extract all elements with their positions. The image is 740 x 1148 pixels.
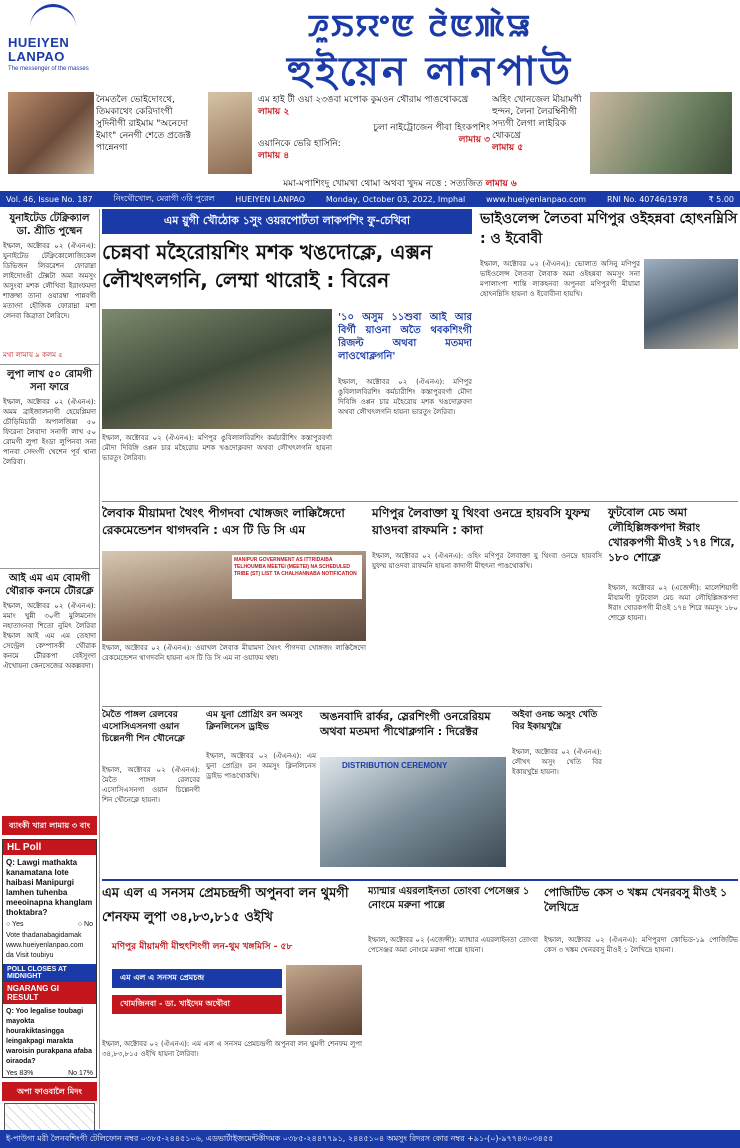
promo-center-4 — [250, 178, 550, 190]
dateline-paper: HUEIYEN LANPAO — [235, 194, 306, 204]
lead-body: ইম্ফাল, অক্টোবর ০২ (ঐএনএ): মণিপুর ঙুবিলালবিরশিং কর্মচারীশিং কস্তাপুরবর্গা মৌদা দিবিঙ্গি ওপ্পন চার মহৈরোয় মশক খঙদোক্লবদা অথবা লৌখৎলগনি হায়না ভারতুং লৈরিবা। — [338, 378, 472, 416]
bottom-lead-headline-1[interactable]: এম এল এ সনসম প্রেমচন্দ্রগী অপুনবা লন থুমগী — [102, 886, 349, 901]
poll-option-yes[interactable]: ○ Yes — [6, 921, 24, 928]
promo-center-4-ref[interactable]: লামায় ৬ — [485, 179, 517, 189]
result-yes: Yes 83% — [6, 1070, 34, 1077]
left-item-2-body: ইম্ফাল, অক্টোবর ০২ (ঐএনএ): অমম ব্রাইজালনাগী হেয়েপ্লিমদা চৌড়িমিচারী অপালজিন্না ৫০ ফিরেনা লৈবাদা সনাগী লাখ ৫০ রোমগী লুপা ইংডা লুপিনবা সনা পানবা সেদংগী খেশেন পূর্ব থানা লৈরিবা। — [3, 398, 96, 466]
poll-vote-text[interactable]: Vote thadanabagidamak www.hueiyenlanpao.com da Visit toubiyu — [6, 932, 84, 959]
logo-word-1: HUEIYEN — [8, 35, 70, 50]
lead-photo — [102, 309, 332, 429]
bottom-row-1-headline[interactable]: মৈতৈ পাঙ্গল রেলবের এসোসিএসনগা ওয়ান চিল্লেনগী শিন খৌনেক্লে — [102, 710, 185, 744]
bottom-sub-headline: মণিপুর মীয়ামগী মীহুৎশিংগী লন-থুম খঙ্গমিসি - ৫৮ — [112, 942, 293, 952]
divider-1 — [102, 501, 738, 502]
divider-2 — [102, 706, 602, 707]
promo-left-caption: নৈমতলৈ ভোইদোংথে, তিমকাথেং কেরিদাংগী সুদিনীগী রাইমাম "অনেদো ইমাং" নেনগী শেতে প্রজেক্ট পান্নেনগা — [96, 95, 191, 153]
promo-right-caption-text: অহিং খোনজেল মীয়ামগী হুন্দন, লৈনা লৈরম্বিনীগী সদ্যগী লৈগা লাইরিক থোকখ্রে — [492, 95, 582, 141]
bottom-lead-headline-2[interactable]: শেনফম লুপা ৩৪,৮৩,৮১৫ ওইখি — [102, 910, 273, 925]
poll-question: Q: Lawgi mathakta kanamatana lote haibasi Manipurgi lamhen tuhenba meeoinapna khanglam thoktabra? — [6, 858, 93, 917]
left-item-2-head[interactable]: লুপা লাখ ৫০ রোমগী সনা ফারে — [0, 364, 99, 397]
poll-option-yes-label: Yes — [12, 921, 24, 928]
newspaper-logo — [8, 22, 100, 72]
mid-left-sign: MANIPUR GOVERNMENT AS ITTRIDAIBA TELHOUMBA MEETEI (MEETEI) NA SCHEDULED TRIBE (ST) LIST TA CHALHANNABA NOTIFICATION — [232, 555, 362, 599]
promo-center-3 — [258, 138, 378, 162]
promo-center-2-text: চুলা নাইট্রোজেন পীবা হিংকপশিং — [373, 123, 490, 133]
promo-strip — [0, 90, 740, 176]
right-bottom-body: ইম্ফাল, অক্টোবর ০২ (ঐএনএ): মণিপুরদা কোভিড-১৯ পোজিটিভ কেস ৩ খঙ্কম খেনরবসু মীওই ১ লৈখিদ্রে হায়না। — [544, 936, 738, 954]
weekly-ref[interactable]: ব্যাংকী খারা লামায় ৩ বাং — [2, 816, 97, 835]
promo-right-caption — [492, 94, 588, 172]
poll-close-heading: POLL CLOSES AT MIDNIGHT — [3, 964, 96, 982]
result-heading: NGARANG GI RESULT — [3, 982, 96, 1004]
title-bengali: হুইয়েন লানপাউ — [287, 48, 573, 95]
promo-center-1 — [258, 94, 488, 118]
dateline-price: ₹ 5.00 — [708, 194, 734, 204]
promo-right-ref[interactable]: লামায় ৫ — [492, 143, 524, 153]
mid-right-headline[interactable]: মণিপুর লৈবাক্তা যু থিংবা ওনদ্রে হায়বসি যুফম্ম য়াওদবা রাফমনি : কাদা — [372, 506, 590, 537]
promo-photo-left — [8, 92, 94, 174]
promo-center-3-text: ওয়ানিকে ভেরি হাসিনি: — [258, 139, 341, 149]
bottom-row-2-body: ইম্ফাল, অক্টোবর ০২ (ঐএনএ): এম যুনা প্রোগ্রিং রন অমসুং ক্লিনলিনেস ড্রাইভ পাঙথোকখি। — [206, 752, 316, 780]
promo-photo-right — [590, 92, 732, 174]
dateline-web[interactable]: www.hueiyenlanpao.com — [486, 194, 587, 204]
right-bottom-headline[interactable]: পোজিটিভ কেস ৩ খঙ্কম খেনরবসু মীওই ১ লৈখিদ্রে — [544, 886, 728, 914]
bottom-row-1-body: ইম্ফাল, অক্টোবর ০২ (ঐএনএ): মৈতৈ পাঙ্গল রেলবের এসোসিএসনগা ওয়ান চিল্লেনগী শিন খৌনেক্লে হায়না। — [102, 766, 200, 804]
poll-heading: HL Poll — [3, 840, 96, 855]
hl-poll-box — [2, 839, 97, 1078]
logo-word-2: LANPAO — [8, 49, 65, 64]
bottom-row-2-headline[interactable]: এম যুনা প্রোগ্রিং রন অমসুং ক্লিনলিনেস ড্রাইভ — [206, 710, 303, 732]
left-item-1-body: ইম্ফাল, অক্টোবর ০২ (ঐএনএ): যুনাইটেড টেক্নিকোলোজিকেল ডিভিজন লিবরেশন ফোরাম্না লাইদোংঙী টেক্সটা অমা অমসুং অসুংবা মশক লৌখিবা ইরাংফমদা শাক্তম্বা তানা ওয়ারম্বা পান্নবগী মতাংদা হৌজিক ফোরাম্না মশা লেনবা কিব্রাতা লৈরিদে। — [3, 242, 96, 320]
promo-center-3-ref[interactable]: লামায় ৪ — [258, 151, 290, 161]
main-content — [102, 209, 738, 1129]
promo-center-2-ref[interactable]: লামায় ৩ — [458, 135, 490, 145]
left-column — [0, 209, 100, 1129]
logo-word — [8, 36, 69, 64]
divider-3 — [102, 879, 738, 881]
left-item-1-ref[interactable]: মথা লামায় ৯ কলম ৫ — [3, 351, 63, 359]
result-no: No 17% — [68, 1070, 93, 1077]
promo-center-1-text: এম হাই টী ওয়া ২৩ঙবা মপোক কুমওন থৌরাম পাঙথোকখ্রে — [258, 95, 469, 105]
mid-left-body: ইম্ফাল, অক্টোবর ০২ (ঐএনএ): ওয়াখল লৈবাক মীয়ামদা থৈংৎ পীগদবা খোঙ্গজং লাক্কিঙ্গৈদো রেকমেন্ডেশন থাগদবনি হায়না এস টি ডি সি এম না ওয়াফম থম্বা। — [102, 644, 366, 662]
volume-issue: Vol. 46, Issue No. 187 — [6, 194, 93, 204]
mid-left-headline[interactable]: লৈবাক মীয়ামদা থৈংৎ পীগদবা খোঙ্গজং লাক্কিঙ্গৈদো রেকমেন্ডেশন থাগদবনি : এস টি ডি সি এম — [102, 506, 345, 537]
lead-headline-1[interactable]: চেন্নবা মহৈরোয়শিং মশক খঙদোক্লে, এক্সন — [102, 240, 433, 264]
bottom-row-4-body: ইম্ফাল, অক্টোবর ০২ (ঐএনএ): লৌখৎ অসুং খেতি বির ইকায়খুম্নৈ হায়না। — [512, 748, 602, 776]
cartoon-caption: অপা ফাওবালৈ মিদং — [2, 1082, 97, 1101]
bottom-row-3-headline[interactable]: অঙনবাদি রার্কর, স্লেরশিংগী ওনরেরিয়ম অথবা মতমদা পীথোক্লগনি : দিরেক্টর — [320, 710, 491, 738]
bottom-row-3-photo — [320, 757, 506, 867]
mid-right-body: ইম্ফাল, অক্টোবর ০২ (ঐএনএ): ওহিং মণিপুর লৈবাক্তা যু থিংবা ওনদ্রে হায়বসি যুফম্ম য়াওদবা রাফমনি হায়না কাদাগী মীহুৎনা পাঙথোকখি। — [372, 552, 602, 570]
footer-bar: ই-পাউগা মরী লৈনবশিংগী টেলিফোন নম্বর ০৩৮৫-২৪৪৫১০৬, এডভার্টাইজমেন্টকীদমক ০৩৮৫-২৪৪৭৭৯১, ২৪৪৫১০৪ অমসুং রিদরস কোর নম্বর +৯১-(০)-৯৭৭৪৩০৩৪৫৫ — [0, 1130, 740, 1148]
bottom-lead-photo — [286, 965, 362, 1035]
poll-option-no[interactable]: ○ No — [77, 921, 93, 928]
sun-icon — [30, 4, 76, 28]
left-item-3-body: ইম্ফাল, অক্টোবর ০২ (ঐএনএ): মমাং খুন্নী ৩০গী মুলিমনোং নহাতাংনবা শিতো নুমিৎ লৈরিবা ইম্ফাল আই এম এম তেহাদা সেন্ট্রেল কেম্পাসকী থৌরাক কনমে টৌরকপা বেইসুংদা ঐখোয়না কেনসেজের অকল্লবদা। — [3, 602, 96, 670]
promo-center-1-ref[interactable]: লামায় ২ — [258, 107, 290, 117]
dateline-local: নিংথৌখোল, মেরাগী ৩রি পুরেল — [113, 193, 215, 203]
dateline-bar — [0, 191, 740, 207]
far-right-headline[interactable]: ফুটবোল মেচ অমা লৌহিল্লিঙ্গকপদা ঈরাং খোরকপগী মীওই ১৭৪ শিরে, ১৮০ শোক্লে — [608, 506, 735, 564]
promo-photo-center — [208, 92, 252, 174]
lead-headline-2[interactable]: লৌখৎলগনি, লেম্মা থারোই : বিরেন — [102, 268, 390, 292]
promo-center-4-text: মমা-মপাশিংদু খোমখা থোমা অথবা খুদম নত্তে : সত্যজিত — [283, 179, 483, 189]
mid-bottom-body: ইম্ফাল, অক্টোবর ০২ (এজেন্সী): ম্যান্মার এয়রলাইনতা তোংবা পেসেঞ্জর অমা নোংমে মরুনা পাল্লে হায়না। — [368, 936, 538, 954]
lead-body-continued: ইম্ফাল, অক্টোবর ০২ (ঐএনএ): মণিপুর ঙুবিলালবিরশিং কর্মচারীশিং কস্তাপুরবর্গা মৌদা দিবিঙ্গি ওপ্পন চার মহৈরোয় মশক খঙদোক্লবদা অথবা লৌখৎলগনি হায়না ভারতুং লৈরিবা। — [102, 434, 332, 462]
dateline-rni: RNI No. 40746/1978 — [606, 194, 688, 204]
bottom-lead-body: ইম্ফাল, অক্টোবর ০২ (ঐএনএ): এম এল এ সনসম প্রেমচন্দ্রগী অপুনবা লন থুমগী শেনফম লুপা ৩৪,৮৩,৮১৫ ওইখি হায়না লৈরিবা। — [102, 1040, 362, 1058]
lead-banner: এম য়ুগী খৌঠোক ১সুং ওয়রপোর্টতা লাকপশিং ফু-চেখিবা — [102, 209, 472, 234]
poll-options — [3, 921, 96, 928]
right-lead-headline[interactable]: ভাইওলেন্স লৈতবা মণিপুর ওইহন্নবা হোৎনম্নিসি : ও ইবোবী — [480, 211, 738, 247]
logo-tagline: The messenger of the masses — [8, 66, 89, 72]
bottom-caption: খোমজিনবা - ডা. খাইদেম অথৌবা — [112, 995, 282, 1014]
poll-option-no-label: No — [84, 921, 93, 928]
bottom-row-4-headline[interactable]: অইবা ওনচ্চ অসুং খেতি বির ইকায়খুম্নৈ — [512, 710, 598, 732]
left-item-1-head[interactable]: যুনাইটেড টেক্নিক্যাল ডা. শ্রীতি পুষ্মেন — [9, 213, 90, 237]
right-lead-photo — [644, 259, 738, 349]
right-lead-body: ইম্ফাল, অক্টোবর ০২ (ঐএনএ): ভোলাত অসিনু মণিপুর ভাইওলেন্স লৈতবা লৈবাক অমা ওইহন্নবা অমসুং সনা মপালাংপা শান্তি লাকহনবা অপুনবা মণিপুরগী মীয়ামা হোৎনম্নিসি হায়না ও ইবোবীনা হায়খি। — [480, 260, 640, 298]
result-values — [3, 1070, 96, 1077]
lead-quote: '১০ অসুম ১১শুবা আই আর বির্গী য়াওনা অতৈ থবকশিংগী রিজল্ট অথবা মতমদা লাওথোক্লগনি' — [338, 312, 472, 362]
dateline-date: Monday, October 03, 2022, Imphal — [325, 194, 466, 204]
bottom-row-3-sign: DISTRIBUTION CEREMONY — [342, 761, 448, 770]
mid-bottom-headline[interactable]: ম্যান্মার এয়রলাইনতা তোংবা পেসেঞ্জর ১ নোংমে মরুনা পাল্লে — [368, 886, 530, 911]
left-item-3-head[interactable]: আই এম এম বোমগী থৌরাক কনমে টৌরক্লে — [0, 568, 99, 601]
bottom-sub-banner: এম এল এ সনসম প্রেমচন্দ্র — [112, 969, 282, 988]
result-question: Q: Yoo legalise toubagi mayokta hourakiktasingga leingakpagi marakta waroisin purakpana afaba oiraoda? — [6, 1008, 92, 1065]
title-meetei-mayek: ꯍꯨꯏꯌꯦꯟ ꯂꯥꯟꯄꯥꯎ — [307, 9, 533, 44]
far-right-body: ইম্ফাল, অক্টোবর ০২ (এজেন্সী): মালেশিয়াগী মীয়ামগী ফুটবোল মেচ অমা লৌহিল্লিঙ্গকপদা ঈরাং খোরকপগী মীওই ১৭৪ শিরে অমসুং ১৮০ শোক্লে হায়না। — [608, 584, 738, 622]
masthead — [0, 0, 740, 95]
